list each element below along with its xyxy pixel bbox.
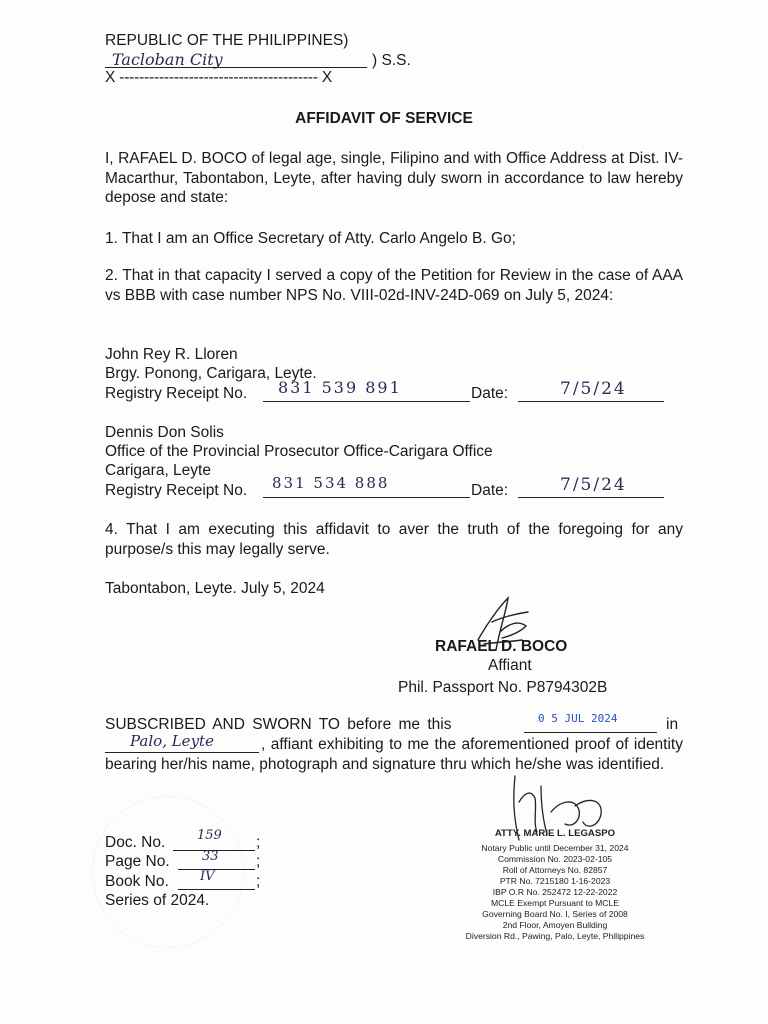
recipient-2-date: 7/5/24 — [560, 475, 627, 495]
recipient-1-address: Brgy. Ponong, Carigara, Leyte. — [105, 365, 317, 382]
notary-line-4: PTR No. 7215180 1-16-2023 — [499, 876, 611, 886]
item-1: 1. That I am an Office Secretary of Atty. Carlo Angelo B. Go; — [105, 230, 516, 247]
jurat-date-line — [524, 732, 657, 733]
city-handwritten: Tacloban City — [112, 50, 223, 69]
jurat-date-stamp: 0 5 JUL 2024 — [538, 712, 618, 725]
recipient-2-receipt-number: 831 534 888 — [272, 474, 390, 492]
recipient-1-date: 7/5/24 — [560, 379, 627, 399]
ss-caption: ) S.S. — [372, 52, 411, 69]
notary-line-9: Diversion Rd., Pawing, Palo, Leyte, Philippines — [465, 931, 645, 941]
jurat-line-1: SUBSCRIBED AND SWORN TO before me this — [105, 716, 452, 733]
notary-name: ATTY. MARIE L. LEGASPO — [494, 828, 616, 839]
notary-line-6: MCLE Exempt Pursuant to MCLE — [491, 898, 619, 908]
intro-paragraph: I, RAFAEL D. BOCO of legal age, single, Filipino and with Office Address at Dist. IV-Macarthur, Tabontabon, Leyte, after having duly sworn in accordance to law hereby depose and state: — [105, 150, 683, 206]
notary-line-8: 2nd Floor, Amoyen Building — [502, 920, 608, 930]
republic-caption: REPUBLIC OF THE PHILIPPINES) — [105, 32, 349, 49]
notary-line-2: Commission No. 2023-02-105 — [497, 854, 613, 864]
affiant-passport: Phil. Passport No. P8794302B — [398, 679, 608, 696]
notary-line-7: Governing Board No. I, Series of 2008 — [482, 909, 628, 919]
dry-seal — [92, 796, 244, 948]
book-no-label: Book No. — [105, 873, 169, 890]
recipient-1-date-label: Date: — [471, 385, 509, 402]
notary-line-1: Notary Public until December 31, 2024 — [481, 843, 629, 853]
x-separator: X ---------------------------------------- X — [105, 69, 332, 86]
book-no-value: IV — [200, 869, 215, 884]
recipient-2-date-label: Date: — [471, 482, 509, 499]
notary-signature — [505, 772, 615, 852]
recipient-1-name: John Rey R. Lloren — [105, 346, 238, 363]
jurat-place-handwritten: Palo, Leyte — [130, 732, 214, 750]
recipient-1-receipt-label: Registry Receipt No. — [105, 385, 248, 402]
jurat-in: in — [666, 716, 679, 733]
affiant-role: Affiant — [488, 657, 532, 674]
recipient-2-name: Dennis Don Solis — [105, 424, 224, 441]
document-title: AFFIDAVIT OF SERVICE — [295, 110, 473, 127]
page-no-value: 33 — [202, 849, 219, 864]
place-and-date: Tabontabon, Leyte. July 5, 2024 — [105, 580, 325, 597]
notary-line-3: Roll of Attorneys No. 82857 — [502, 865, 608, 875]
item-4: 4. That I am executing this affidavit to aver the truth of the foregoing for any purpose/s this may legally serve. — [105, 521, 683, 558]
notary-line-5: IBP O.R No. 252472 12-22-2022 — [492, 887, 618, 897]
series-label: Series of 2024. — [105, 892, 210, 909]
doc-no-label: Doc. No. — [105, 834, 166, 851]
recipient-2-receipt-label: Registry Receipt No. — [105, 482, 248, 499]
doc-no-value: 159 — [197, 828, 222, 843]
doc-no-semicolon: ; — [256, 834, 261, 851]
item-2: 2. That in that capacity I served a copy of the Petition for Review in the case of AAA vs BBB with case number NPS No. VIII-02d-INV-24D-069 on July 5, 2024: — [105, 267, 683, 304]
recipient-1-receipt-number: 831 539 891 — [278, 378, 402, 397]
affiant-name: RAFAEL D. BOCO — [435, 638, 568, 655]
recipient-2-date-line — [518, 497, 664, 498]
page-no-semicolon: ; — [256, 853, 261, 870]
recipient-2-receipt-line — [263, 497, 470, 498]
jurat-paragraph: , affiant exhibiting to me the aforementioned proof of identity bearing her/his name, photograph and signature thru which he/she was identified. — [105, 736, 683, 773]
book-no-semicolon: ; — [256, 873, 261, 890]
recipient-2-address: Carigara, Leyte — [105, 462, 211, 479]
recipient-1-date-line — [518, 401, 664, 402]
page-no-label: Page No. — [105, 853, 170, 870]
recipient-2-office: Office of the Provincial Prosecutor Office-Carigara Office — [105, 443, 493, 460]
recipient-1-receipt-line — [263, 401, 470, 402]
